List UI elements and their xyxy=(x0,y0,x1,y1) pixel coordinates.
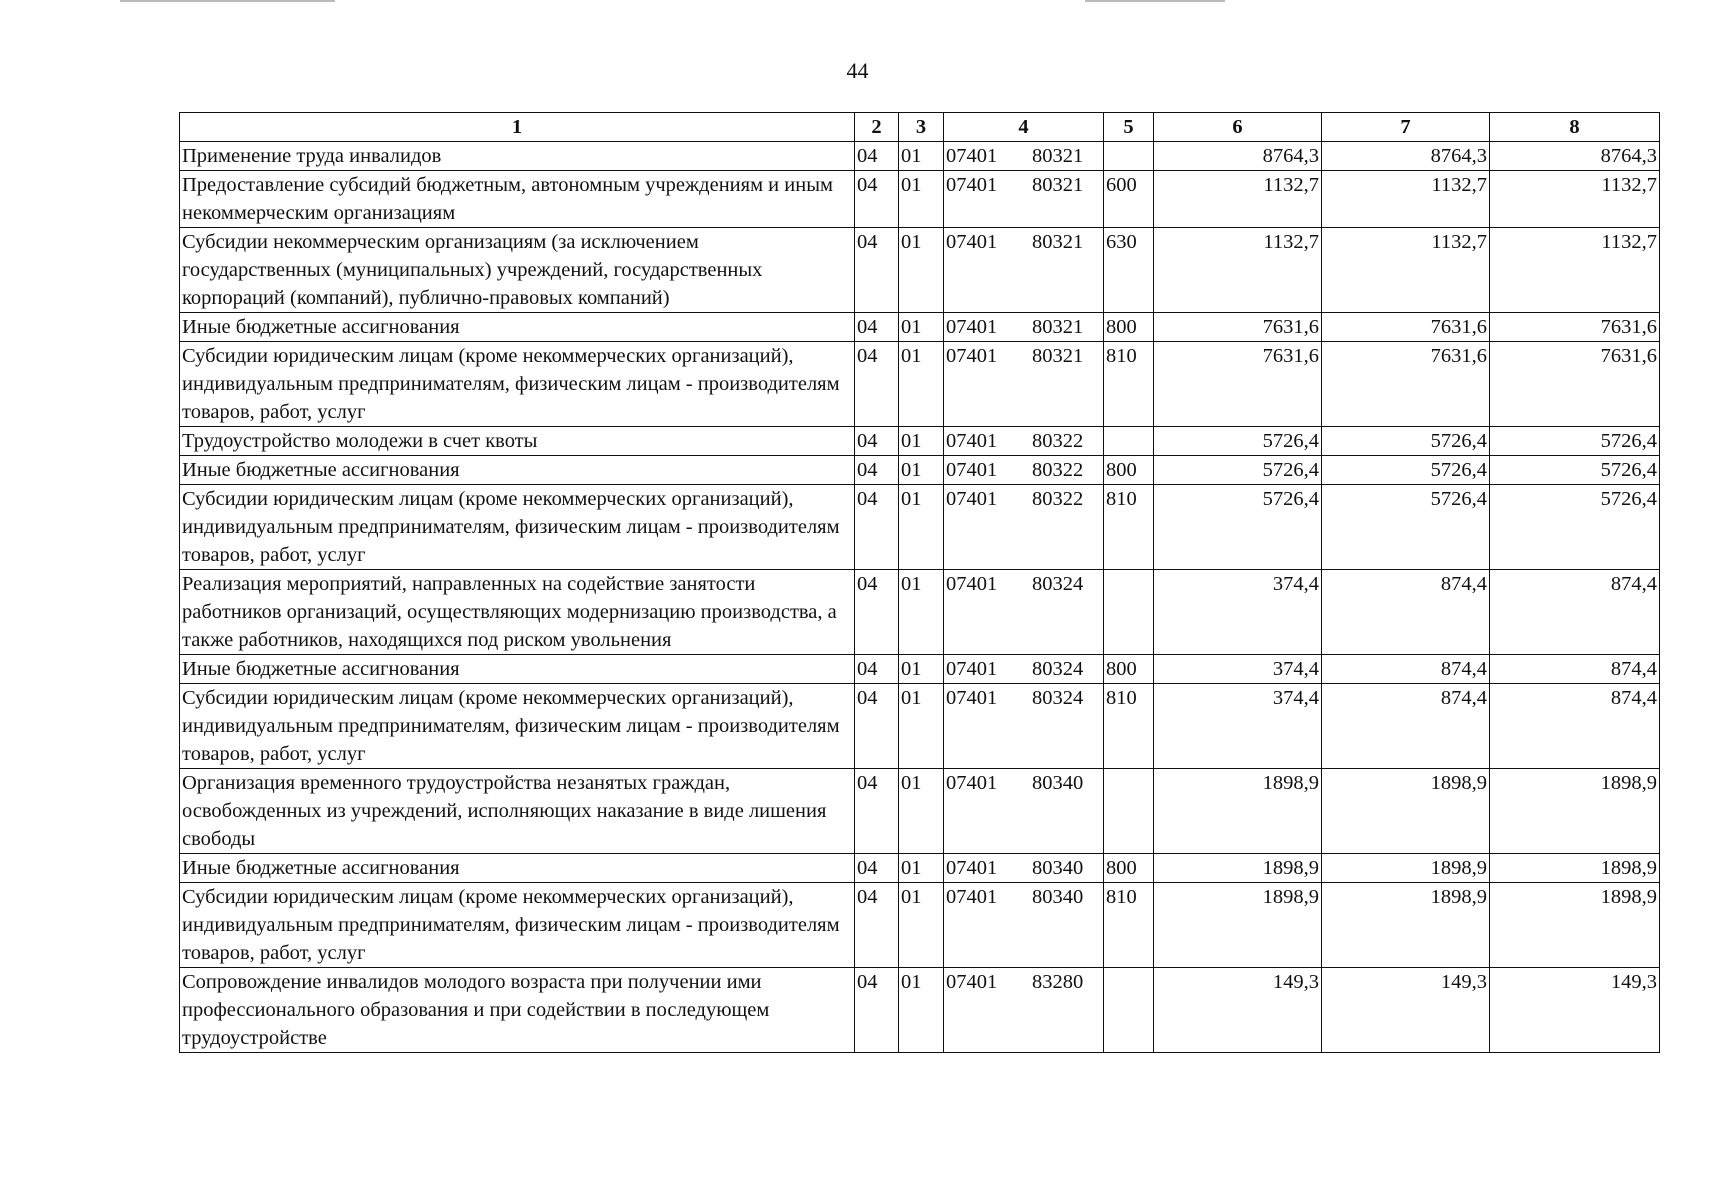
row-expense-type: 810 xyxy=(1104,883,1154,968)
row-value-col-7: 874,4 xyxy=(1322,570,1490,655)
row-value-col-6: 5726,4 xyxy=(1154,427,1322,456)
header-col-4: 4 xyxy=(944,113,1104,142)
row-subsection-code: 01 xyxy=(899,684,944,769)
row-program-code: 07401 xyxy=(946,174,998,196)
row-expense-type: 810 xyxy=(1104,342,1154,427)
row-target-article xyxy=(944,570,1104,655)
row-subsection-code: 01 xyxy=(899,769,944,854)
row-value-col-6: 374,4 xyxy=(1154,655,1322,684)
row-program-code: 07401 xyxy=(946,316,998,338)
row-target-article xyxy=(944,485,1104,570)
table-row xyxy=(180,769,1660,854)
row-subsection-code: 01 xyxy=(899,313,944,342)
row-direction-code: 80340 xyxy=(1032,886,1084,908)
row-section-code: 04 xyxy=(855,485,899,570)
row-target-article xyxy=(944,427,1104,456)
row-value-col-6: 1132,7 xyxy=(1154,171,1322,228)
row-section-code: 04 xyxy=(855,171,899,228)
row-expense-type: 800 xyxy=(1104,313,1154,342)
row-value-col-8: 149,3 xyxy=(1490,968,1660,1053)
row-subsection-code: 01 xyxy=(899,171,944,228)
row-direction-code: 80324 xyxy=(1032,658,1084,680)
row-direction-code: 80340 xyxy=(1032,857,1084,879)
row-value-col-6: 1898,9 xyxy=(1154,883,1322,968)
row-expense-type: 810 xyxy=(1104,684,1154,769)
table-row xyxy=(180,313,1660,342)
row-value-col-8: 874,4 xyxy=(1490,655,1660,684)
table-row xyxy=(180,342,1660,427)
row-expense-type xyxy=(1104,769,1154,854)
table-row xyxy=(180,142,1660,171)
row-subsection-code: 01 xyxy=(899,342,944,427)
row-name: Трудоустройство молодежи в счет квоты xyxy=(180,427,855,456)
row-program-code: 07401 xyxy=(946,886,998,908)
row-section-code: 04 xyxy=(855,570,899,655)
row-expense-type: 800 xyxy=(1104,456,1154,485)
row-direction-code: 80324 xyxy=(1032,573,1084,595)
row-target-article xyxy=(944,313,1104,342)
budget-table-container xyxy=(179,112,1659,1053)
row-target-article xyxy=(944,456,1104,485)
row-value-col-8: 1132,7 xyxy=(1490,171,1660,228)
row-value-col-8: 874,4 xyxy=(1490,570,1660,655)
header-col-5: 5 xyxy=(1104,113,1154,142)
row-name: Субсидии юридическим лицам (кроме некоммерческих организаций), индивидуальным предпринимателям, физическим лицам - производителям товаров, работ, услуг xyxy=(180,485,855,570)
row-target-article xyxy=(944,968,1104,1053)
header-col-8: 8 xyxy=(1490,113,1660,142)
table-row xyxy=(180,456,1660,485)
row-target-article xyxy=(944,342,1104,427)
scan-edge-line-right xyxy=(1085,0,1225,2)
row-value-col-7: 149,3 xyxy=(1322,968,1490,1053)
row-name: Иные бюджетные ассигнования xyxy=(180,313,855,342)
row-program-code: 07401 xyxy=(946,145,998,167)
row-value-col-7: 5726,4 xyxy=(1322,427,1490,456)
table-row xyxy=(180,655,1660,684)
row-value-col-8: 1132,7 xyxy=(1490,228,1660,313)
row-value-col-7: 1898,9 xyxy=(1322,769,1490,854)
row-expense-type: 600 xyxy=(1104,171,1154,228)
row-value-col-7: 7631,6 xyxy=(1322,342,1490,427)
row-expense-type xyxy=(1104,570,1154,655)
table-row xyxy=(180,485,1660,570)
row-subsection-code: 01 xyxy=(899,228,944,313)
header-col-1: 1 xyxy=(180,113,855,142)
row-value-col-6: 1898,9 xyxy=(1154,854,1322,883)
row-name: Предоставление субсидий бюджетным, автономным учреждениям и иным некоммерческим организациям xyxy=(180,171,855,228)
row-value-col-8: 1898,9 xyxy=(1490,769,1660,854)
row-direction-code: 80322 xyxy=(1032,459,1084,481)
row-value-col-8: 5726,4 xyxy=(1490,427,1660,456)
budget-table xyxy=(179,112,1660,1053)
row-target-article xyxy=(944,171,1104,228)
row-name: Применение труда инвалидов xyxy=(180,142,855,171)
row-target-article xyxy=(944,854,1104,883)
row-value-col-7: 7631,6 xyxy=(1322,313,1490,342)
row-subsection-code: 01 xyxy=(899,570,944,655)
row-value-col-8: 5726,4 xyxy=(1490,485,1660,570)
row-direction-code: 80321 xyxy=(1032,145,1084,167)
row-program-code: 07401 xyxy=(946,459,998,481)
row-direction-code: 80322 xyxy=(1032,488,1084,510)
row-expense-type: 800 xyxy=(1104,655,1154,684)
row-program-code: 07401 xyxy=(946,772,998,794)
row-value-col-7: 5726,4 xyxy=(1322,456,1490,485)
row-value-col-8: 1898,9 xyxy=(1490,883,1660,968)
row-direction-code: 80322 xyxy=(1032,430,1084,452)
row-target-article xyxy=(944,655,1104,684)
row-name: Реализация мероприятий, направленных на содействие занятости работников организаций, осуществляющих модернизацию производства, а также работников, находящихся под риском увольнения xyxy=(180,570,855,655)
row-direction-code: 80340 xyxy=(1032,772,1084,794)
table-row xyxy=(180,854,1660,883)
row-subsection-code: 01 xyxy=(899,142,944,171)
row-value-col-8: 874,4 xyxy=(1490,684,1660,769)
row-value-col-6: 5726,4 xyxy=(1154,485,1322,570)
header-col-2: 2 xyxy=(855,113,899,142)
row-section-code: 04 xyxy=(855,313,899,342)
row-name: Иные бюджетные ассигнования xyxy=(180,456,855,485)
row-subsection-code: 01 xyxy=(899,968,944,1053)
row-value-col-7: 1132,7 xyxy=(1322,228,1490,313)
row-subsection-code: 01 xyxy=(899,485,944,570)
row-program-code: 07401 xyxy=(946,573,998,595)
row-section-code: 04 xyxy=(855,427,899,456)
row-value-col-6: 374,4 xyxy=(1154,570,1322,655)
row-value-col-6: 374,4 xyxy=(1154,684,1322,769)
header-col-6: 6 xyxy=(1154,113,1322,142)
row-name: Сопровождение инвалидов молодого возраста при получении ими профессионального образования и при содействии в последующем трудоустройстве xyxy=(180,968,855,1053)
row-value-col-8: 8764,3 xyxy=(1490,142,1660,171)
row-name: Иные бюджетные ассигнования xyxy=(180,854,855,883)
table-row xyxy=(180,427,1660,456)
row-section-code: 04 xyxy=(855,342,899,427)
row-section-code: 04 xyxy=(855,456,899,485)
row-value-col-6: 1132,7 xyxy=(1154,228,1322,313)
row-value-col-7: 1898,9 xyxy=(1322,883,1490,968)
row-subsection-code: 01 xyxy=(899,456,944,485)
row-value-col-8: 1898,9 xyxy=(1490,854,1660,883)
row-target-article xyxy=(944,142,1104,171)
row-value-col-7: 1898,9 xyxy=(1322,854,1490,883)
row-subsection-code: 01 xyxy=(899,854,944,883)
row-expense-type xyxy=(1104,142,1154,171)
row-program-code: 07401 xyxy=(946,430,998,452)
row-target-article xyxy=(944,769,1104,854)
row-direction-code: 80321 xyxy=(1032,231,1084,253)
row-program-code: 07401 xyxy=(946,971,998,993)
row-section-code: 04 xyxy=(855,968,899,1053)
row-value-col-7: 1132,7 xyxy=(1322,171,1490,228)
table-row xyxy=(180,570,1660,655)
row-expense-type xyxy=(1104,427,1154,456)
row-expense-type: 800 xyxy=(1104,854,1154,883)
row-section-code: 04 xyxy=(855,684,899,769)
row-program-code: 07401 xyxy=(946,345,998,367)
row-name: Субсидии некоммерческим организациям (за исключением государственных (муниципальных) учреждений, государственных корпораций (компаний), публично-правовых компаний) xyxy=(180,228,855,313)
row-target-article xyxy=(944,228,1104,313)
row-subsection-code: 01 xyxy=(899,655,944,684)
row-direction-code: 83280 xyxy=(1032,971,1084,993)
table-row xyxy=(180,883,1660,968)
row-subsection-code: 01 xyxy=(899,427,944,456)
row-name: Субсидии юридическим лицам (кроме некоммерческих организаций), индивидуальным предпринимателям, физическим лицам - производителям товаров, работ, услуг xyxy=(180,684,855,769)
row-direction-code: 80321 xyxy=(1032,316,1084,338)
row-target-article xyxy=(944,883,1104,968)
row-value-col-6: 1898,9 xyxy=(1154,769,1322,854)
row-value-col-6: 149,3 xyxy=(1154,968,1322,1053)
row-target-article xyxy=(944,684,1104,769)
row-subsection-code: 01 xyxy=(899,883,944,968)
row-section-code: 04 xyxy=(855,655,899,684)
row-direction-code: 80321 xyxy=(1032,174,1084,196)
row-value-col-6: 8764,3 xyxy=(1154,142,1322,171)
row-value-col-7: 8764,3 xyxy=(1322,142,1490,171)
table-row xyxy=(180,684,1660,769)
row-expense-type: 630 xyxy=(1104,228,1154,313)
row-direction-code: 80324 xyxy=(1032,687,1084,709)
row-section-code: 04 xyxy=(855,769,899,854)
row-name: Организация временного трудоустройства незанятых граждан, освобожденных из учреждений, исполняющих наказание в виде лишения свободы xyxy=(180,769,855,854)
row-program-code: 07401 xyxy=(946,488,998,510)
row-name: Субсидии юридическим лицам (кроме некоммерческих организаций), индивидуальным предпринимателям, физическим лицам - производителям товаров, работ, услуг xyxy=(180,342,855,427)
row-value-col-6: 7631,6 xyxy=(1154,342,1322,427)
row-value-col-8: 5726,4 xyxy=(1490,456,1660,485)
row-value-col-7: 5726,4 xyxy=(1322,485,1490,570)
row-name: Субсидии юридическим лицам (кроме некоммерческих организаций), индивидуальным предпринимателям, физическим лицам - производителям товаров, работ, услуг xyxy=(180,883,855,968)
page-number: 44 xyxy=(846,58,869,83)
table-row xyxy=(180,228,1660,313)
row-section-code: 04 xyxy=(855,854,899,883)
header-col-3: 3 xyxy=(899,113,944,142)
row-program-code: 07401 xyxy=(946,857,998,879)
row-value-col-6: 5726,4 xyxy=(1154,456,1322,485)
table-row xyxy=(180,171,1660,228)
row-value-col-7: 874,4 xyxy=(1322,655,1490,684)
row-value-col-8: 7631,6 xyxy=(1490,342,1660,427)
row-expense-type: 810 xyxy=(1104,485,1154,570)
row-program-code: 07401 xyxy=(946,658,998,680)
row-section-code: 04 xyxy=(855,228,899,313)
header-row xyxy=(180,113,1660,142)
row-program-code: 07401 xyxy=(946,231,998,253)
row-value-col-7: 874,4 xyxy=(1322,684,1490,769)
row-section-code: 04 xyxy=(855,142,899,171)
row-value-col-8: 7631,6 xyxy=(1490,313,1660,342)
table-row xyxy=(180,968,1660,1053)
row-direction-code: 80321 xyxy=(1032,345,1084,367)
row-program-code: 07401 xyxy=(946,687,998,709)
row-value-col-6: 7631,6 xyxy=(1154,313,1322,342)
scan-edge-line-left xyxy=(120,0,335,2)
row-section-code: 04 xyxy=(855,883,899,968)
row-expense-type xyxy=(1104,968,1154,1053)
row-name: Иные бюджетные ассигнования xyxy=(180,655,855,684)
header-col-7: 7 xyxy=(1322,113,1490,142)
